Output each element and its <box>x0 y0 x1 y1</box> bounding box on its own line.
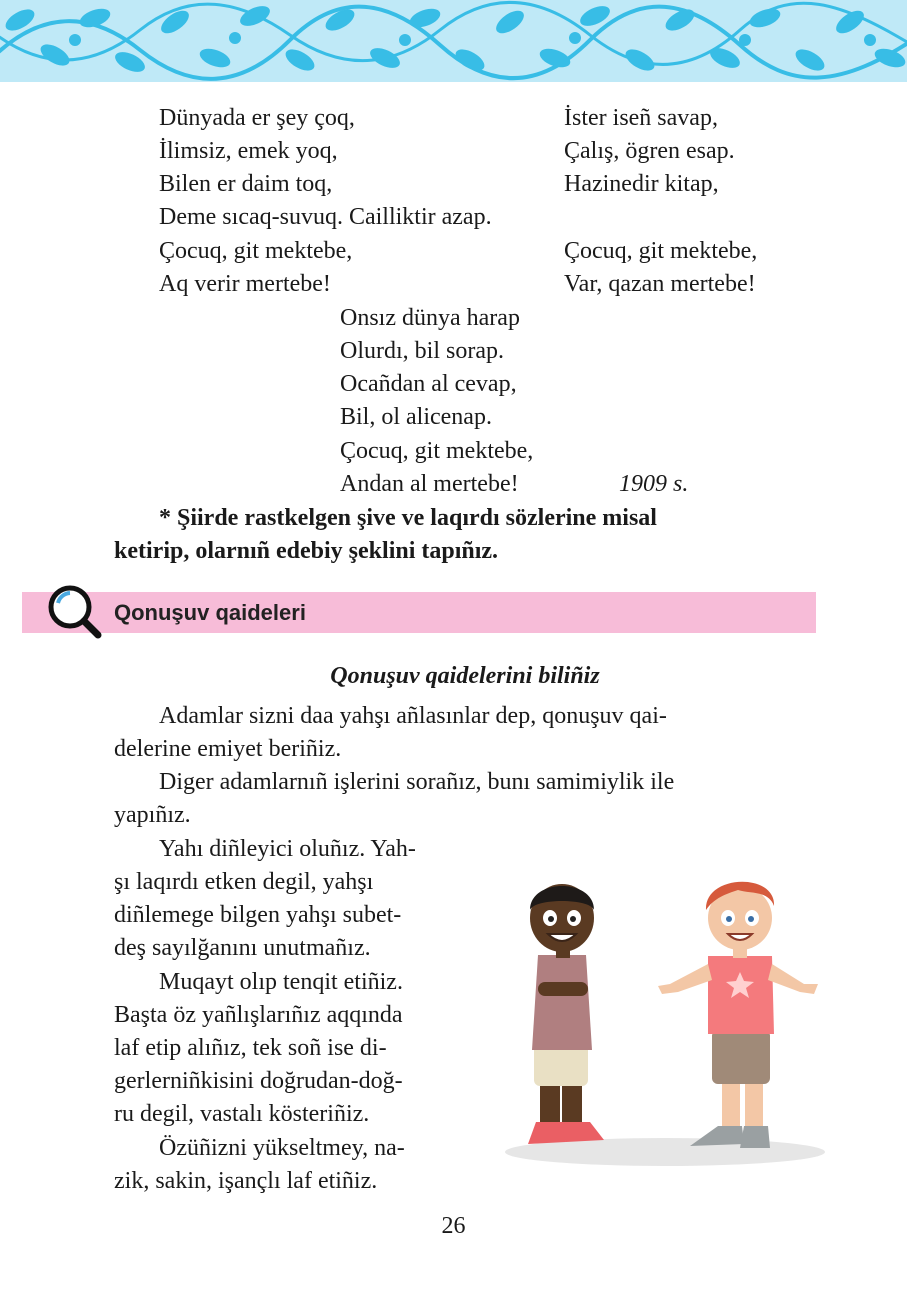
poem-right-line-3: Hazinedir kitap, <box>564 171 719 197</box>
para4-line-2: Başta öz yañlışlarıñız aqqında <box>114 1002 403 1028</box>
poem-final-line-3: Ocañdan al cevap, <box>340 371 517 397</box>
poem-date: 1909 s. <box>619 471 689 497</box>
para3-line-1: Yahı diñleyici oluñız. Yah- <box>159 836 416 862</box>
article-heading: Qonuşuv qaidelerini biliñiz <box>330 663 600 689</box>
para4-line-1: Muqayt olıp tenqit etiñiz. <box>159 969 403 995</box>
poem-refrain-right-1: Çocuq, git mektebe, <box>564 238 758 264</box>
poem-right-line-2: Çalış, ögren esap. <box>564 138 735 164</box>
para3-line-4: deş sayılğanını unutmañız. <box>114 935 371 961</box>
page-number: 26 <box>441 1213 466 1239</box>
two-boys-illustration <box>500 860 830 1175</box>
para1-line-1: Adamlar sizni daa yahşı añlasınlar dep, qonuşuv qai- <box>159 703 667 729</box>
para2-line-2: yapıñız. <box>114 802 191 828</box>
left-boy <box>528 884 604 1144</box>
poem-final-line-2: Olurdı, bil sorap. <box>340 338 504 364</box>
right-boy <box>658 882 818 1148</box>
poem-right-line-1: İster iseñ savap, <box>564 105 718 131</box>
poem-refrain-left-2: Aq verir mertebe! <box>159 271 331 297</box>
poem-left-line-3: Bilen er daim toq, <box>159 171 333 197</box>
para1-line-2: delerine emiyet beriñiz. <box>114 736 342 762</box>
para4-line-4: gerlerniñkisini doğrudan-doğ- <box>114 1068 403 1094</box>
para3-line-3: diñlemege bilgen yahşı subet- <box>114 902 402 928</box>
poem-final-line-6: Andan al mertebe! <box>340 471 519 497</box>
poem-left-line-2: İlimsiz, emek yoq, <box>159 138 338 164</box>
task-line-2: ketirip, olarnıñ edebiy şeklini tapıñız. <box>114 538 499 564</box>
task-line-1: * Şiirde rastkelgen şive ve laqırdı sözlerine misal <box>159 505 657 531</box>
poem-final-line-5: Çocuq, git mektebe, <box>340 438 534 464</box>
section-title: Qonuşuv qaideleri <box>114 600 306 625</box>
poem-final-line-4: Bil, ol alicenap. <box>340 404 492 430</box>
para5-line-2: zik, sakin, işançlı laf etiñiz. <box>114 1168 378 1194</box>
poem-refrain-right-2: Var, qazan mertebe! <box>564 271 756 297</box>
para3-line-2: şı laqırdı etken degil, yahşı <box>114 869 374 895</box>
decorative-banner <box>0 0 907 82</box>
para2-line-1: Diger adamlarnıñ işlerini sorañız, bunı samimiylik ile <box>159 769 675 795</box>
magnifier-icon <box>44 583 106 646</box>
poem-left-line-1: Dünyada er şey çoq, <box>159 105 355 131</box>
floral-ornament <box>0 0 907 82</box>
poem-final-line-1: Onsız dünya harap <box>340 305 520 331</box>
para5-line-1: Özüñizni yükseltmey, na- <box>159 1135 405 1161</box>
poem-full-line: Deme sıcaq-suvuq. Cailliktir azap. <box>159 204 492 230</box>
para4-line-3: laf etip alıñız, tek soñ ise di- <box>114 1035 387 1061</box>
para4-line-5: ru degil, vastalı kösteriñiz. <box>114 1101 370 1127</box>
poem-refrain-left-1: Çocuq, git mektebe, <box>159 238 353 264</box>
